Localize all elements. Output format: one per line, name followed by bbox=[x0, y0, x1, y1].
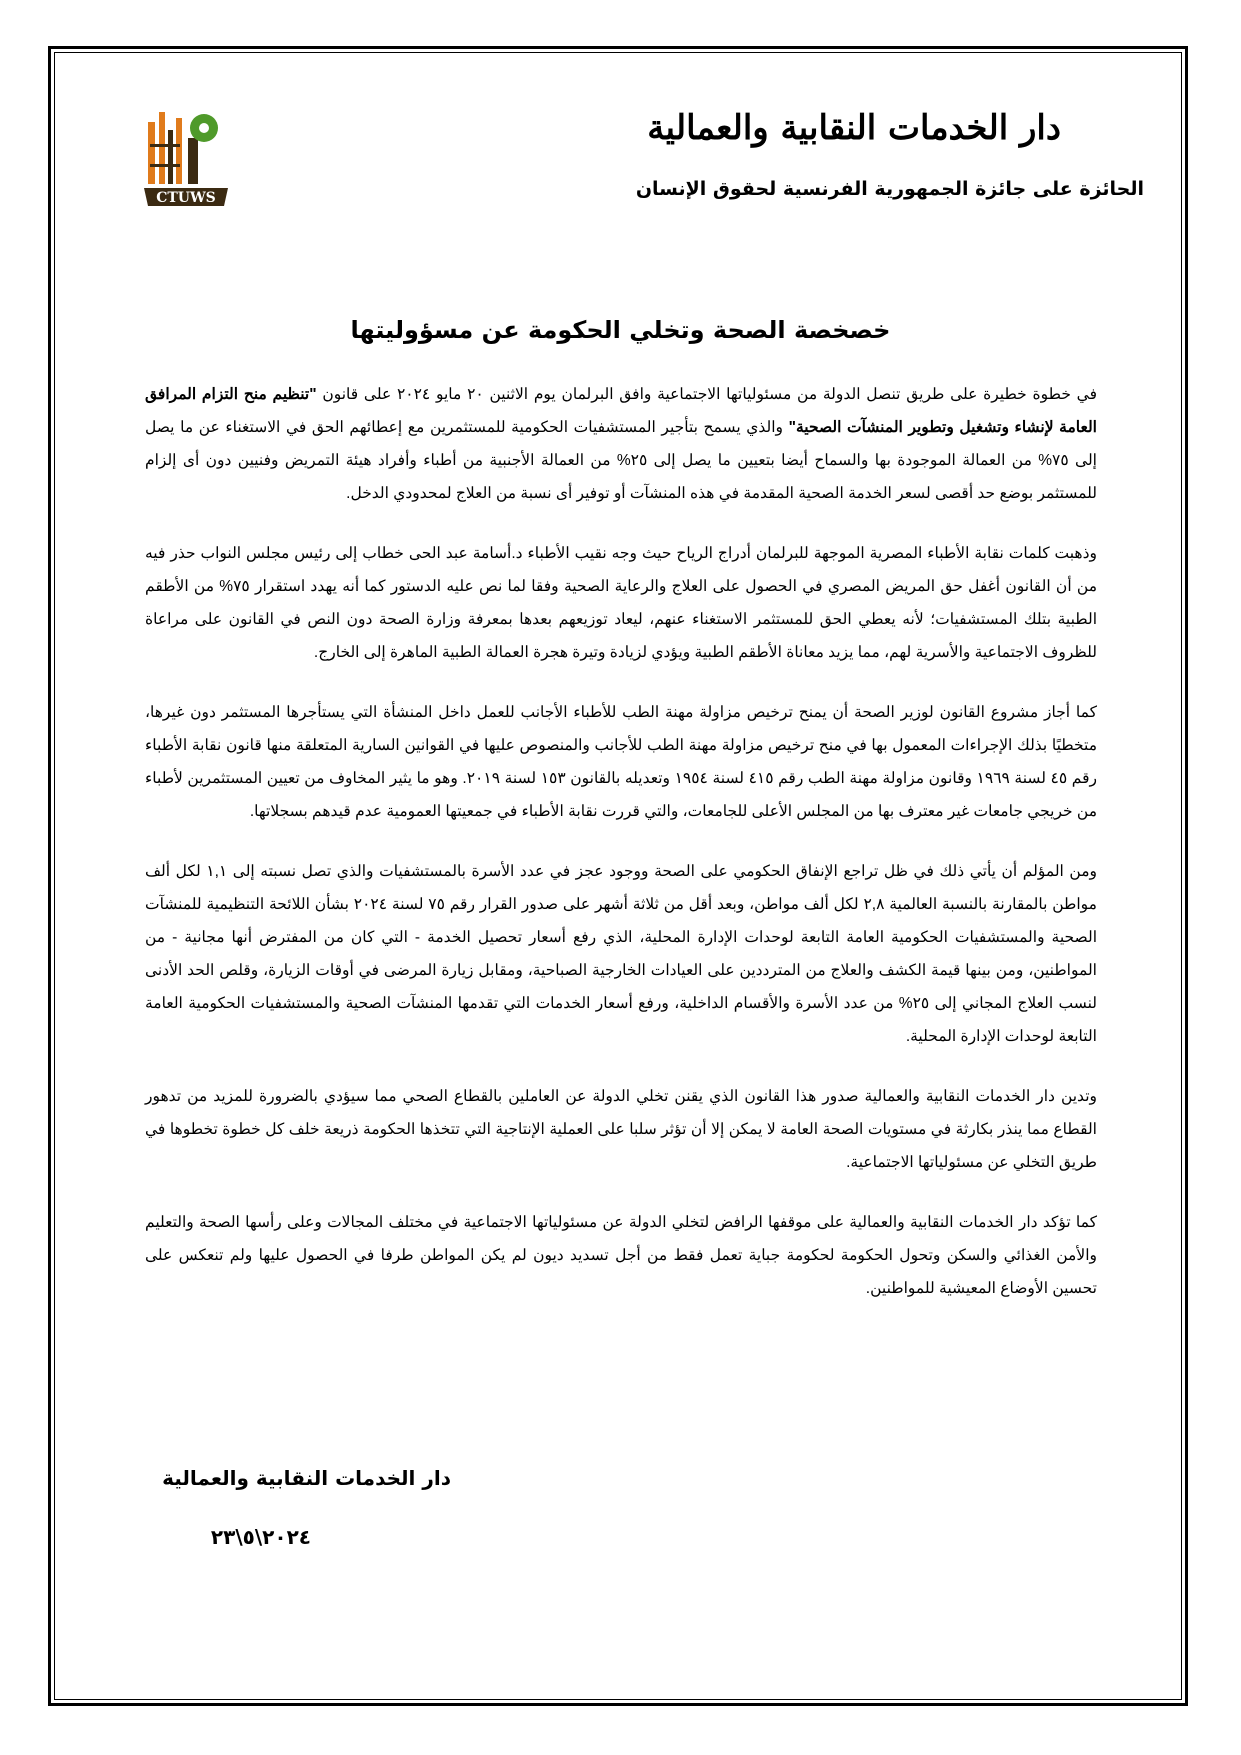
paragraph-2: وذهبت كلمات نقابة الأطباء المصرية الموجهة للبرلمان أدراج الرياح حيث وجه نقيب الأطباء د.أسامة عبد الحى خطاب إلى رئيس مجلس النواب حذر فيه من أن القانون أغفل حق المريض المصري في الحصول على العلاج والرعاية الصحية وفقا لما نص عليه الدستور كما أنه يهدد استقرار ٧٥% من الأطقم الطبية بتلك المستشفيات؛ لأنه يعطي الحق للمستثمر الاستغناء عنهم، ليعاد توزيعهم بعدها بمعرفة وزارة الصحة دون النص في القانون على مراعاة للظروف الاجتماعية والأسرية لهم، مما يزيد معاناة الأطقم الطبية ويؤدي لزيادة وتيرة هجرة العمالة الطبية الماهرة إلى الخارج. bbox=[145, 545, 1097, 661]
date: ٢٠٢٤\٥\٢٣ bbox=[210, 1525, 311, 1549]
paragraph-1 bbox=[145, 378, 1097, 510]
paragraph-6: كما تؤكد دار الخدمات النقابية والعمالية على موقفها الرافض لتخلي الدولة عن مسئولياتها الاجتماعية في مختلف المجالات وعلى رأسها الصحة والتعليم والأمن الغذائي والسكن وتحول الحكومة لحكومة جباية تعمل فقط من أجل تسديد ديون لم يكن المواطن طرفا في الحصول عليها ولم تنعكس على تحسين الأوضاع المعيشية للمواطنين. bbox=[145, 1214, 1097, 1297]
paragraph-5: وتدين دار الخدمات النقابية والعمالية صدور هذا القانون الذي يقنن تخلي الدولة عن العاملين بالقطاع الصحي مما سيؤدي بالضرورة للمزيد من تدهور القطاع مما ينذر بكارثة في مستويات الصحة العامة لا يمكن إلا أن تؤثر سلبا على العملية الإنتاجية التي تتخذها الحكومة ذريعة خلف كل خطوة تخطوها في طريق التخلي عن مسئولياتها الاجتماعية. bbox=[145, 1088, 1097, 1171]
organization-name: دار الخدمات النقابية والعمالية bbox=[647, 108, 1061, 148]
law-name: "تنظيم منح التزام المرافق العامة لإنشاء وتشغيل وتطوير المنشآت الصحية" bbox=[145, 386, 1097, 436]
logo-text: CTUWS bbox=[156, 190, 216, 206]
document-title: خصخصة الصحة وتخلي الحكومة عن مسؤوليتها bbox=[350, 316, 891, 344]
signature: دار الخدمات النقابية والعمالية bbox=[162, 1466, 451, 1490]
paragraph-1-intro: في خطوة خطيرة على طريق تنصل الدولة من مسئولياتها الاجتماعية وافق البرلمان يوم الاثنين ٢٠ مايو ٢٠٢٤ على قانون bbox=[316, 386, 1097, 403]
ctuws-logo bbox=[140, 108, 232, 212]
paragraph-3: كما أجاز مشروع القانون لوزير الصحة أن يمنح ترخيص مزاولة مهنة الطب للأطباء الأجانب للعمل داخل المنشأة التي يستأجرها المستثمر دون غيرها، متخطيًا بذلك الإجراءات المعمول بها في منح ترخيص مزاولة مهنة الطب للأجانب والمنصوص عليها في القوانين السارية المتعلقة منها قانون نقابة الأطباء رقم ٤٥ لسنة ١٩٦٩ وقانون مزاولة مهنة الطب رقم ٤١٥ لسنة ١٩٥٤ وتعديله بالقانون ١٥٣ لسنة ٢٠١٩. وهو ما يثير المخاوف من تعيين المستثمرين لأطباء من خريجي جامعات غير معترف بها من المجلس الأعلى للجامعات، والتي قررت نقابة الأطباء في جمعيتها العمومية عدم قيدهم بسجلاتها. bbox=[145, 704, 1097, 820]
ctuws-logo-icon bbox=[140, 108, 232, 212]
award-line: الحائزة على جائزة الجمهورية الفرنسية لحقوق الإنسان bbox=[635, 178, 1144, 200]
paragraph-1-rest: والذي يسمح بتأجير المستشفيات الحكومية للمستثمرين مع إعطائهم الحق في الاستغناء عن ما يصل إلى ٧٥% من العمالة الموجودة بها والسماح أيضا بتعيين ما يصل إلى ٢٥% من العمالة الأجنبية من أطباء وأفراد هيئة التمريض وفنيين دون أى إلزام للمستثمر بوضع حد أقصى لسعر الخدمة الصحية المقدمة في هذه المنشآت أو توفير أى نسبة من العلاج لمحدودي الدخل. bbox=[145, 419, 1097, 502]
statement-body bbox=[145, 378, 1097, 1332]
paragraph-4: ومن المؤلم أن يأتي ذلك في ظل تراجع الإنفاق الحكومي على الصحة ووجود عجز في عدد الأسرة بالمستشفيات والذي تصل نسبته إلى ١,١ لكل ألف مواطن بالمقارنة بالنسبة العالمية ٢,٨ لكل ألف مواطن، وبعد أقل من ثلاثة أشهر على صدور القرار رقم ٧٥ لسنة ٢٠٢٤ بشأن اللائحة التنظيمية للمنشآت الصحية والمستشفيات الحكومية العامة التابعة لوحدات الإدارة المحلية، الذي رفع أسعار تحصيل الخدمة - التي كان من المفترض أنها مجانية - من المواطنين، ومن بينها قيمة الكشف والعلاج من المترددين على العيادات الخارجية الصباحية، ومقابل زيارة المرضى في أوقات الزيارة، وقلص الحد الأدنى لنسب العلاج المجاني إلى ٢٥% من عدد الأسرة والأقسام الداخلية، ورفع أسعار الخدمات التي تقدمها المنشآت الصحية والمستشفيات الحكومية العامة التابعة لوحدات الإدارة المحلية. bbox=[145, 863, 1097, 1045]
